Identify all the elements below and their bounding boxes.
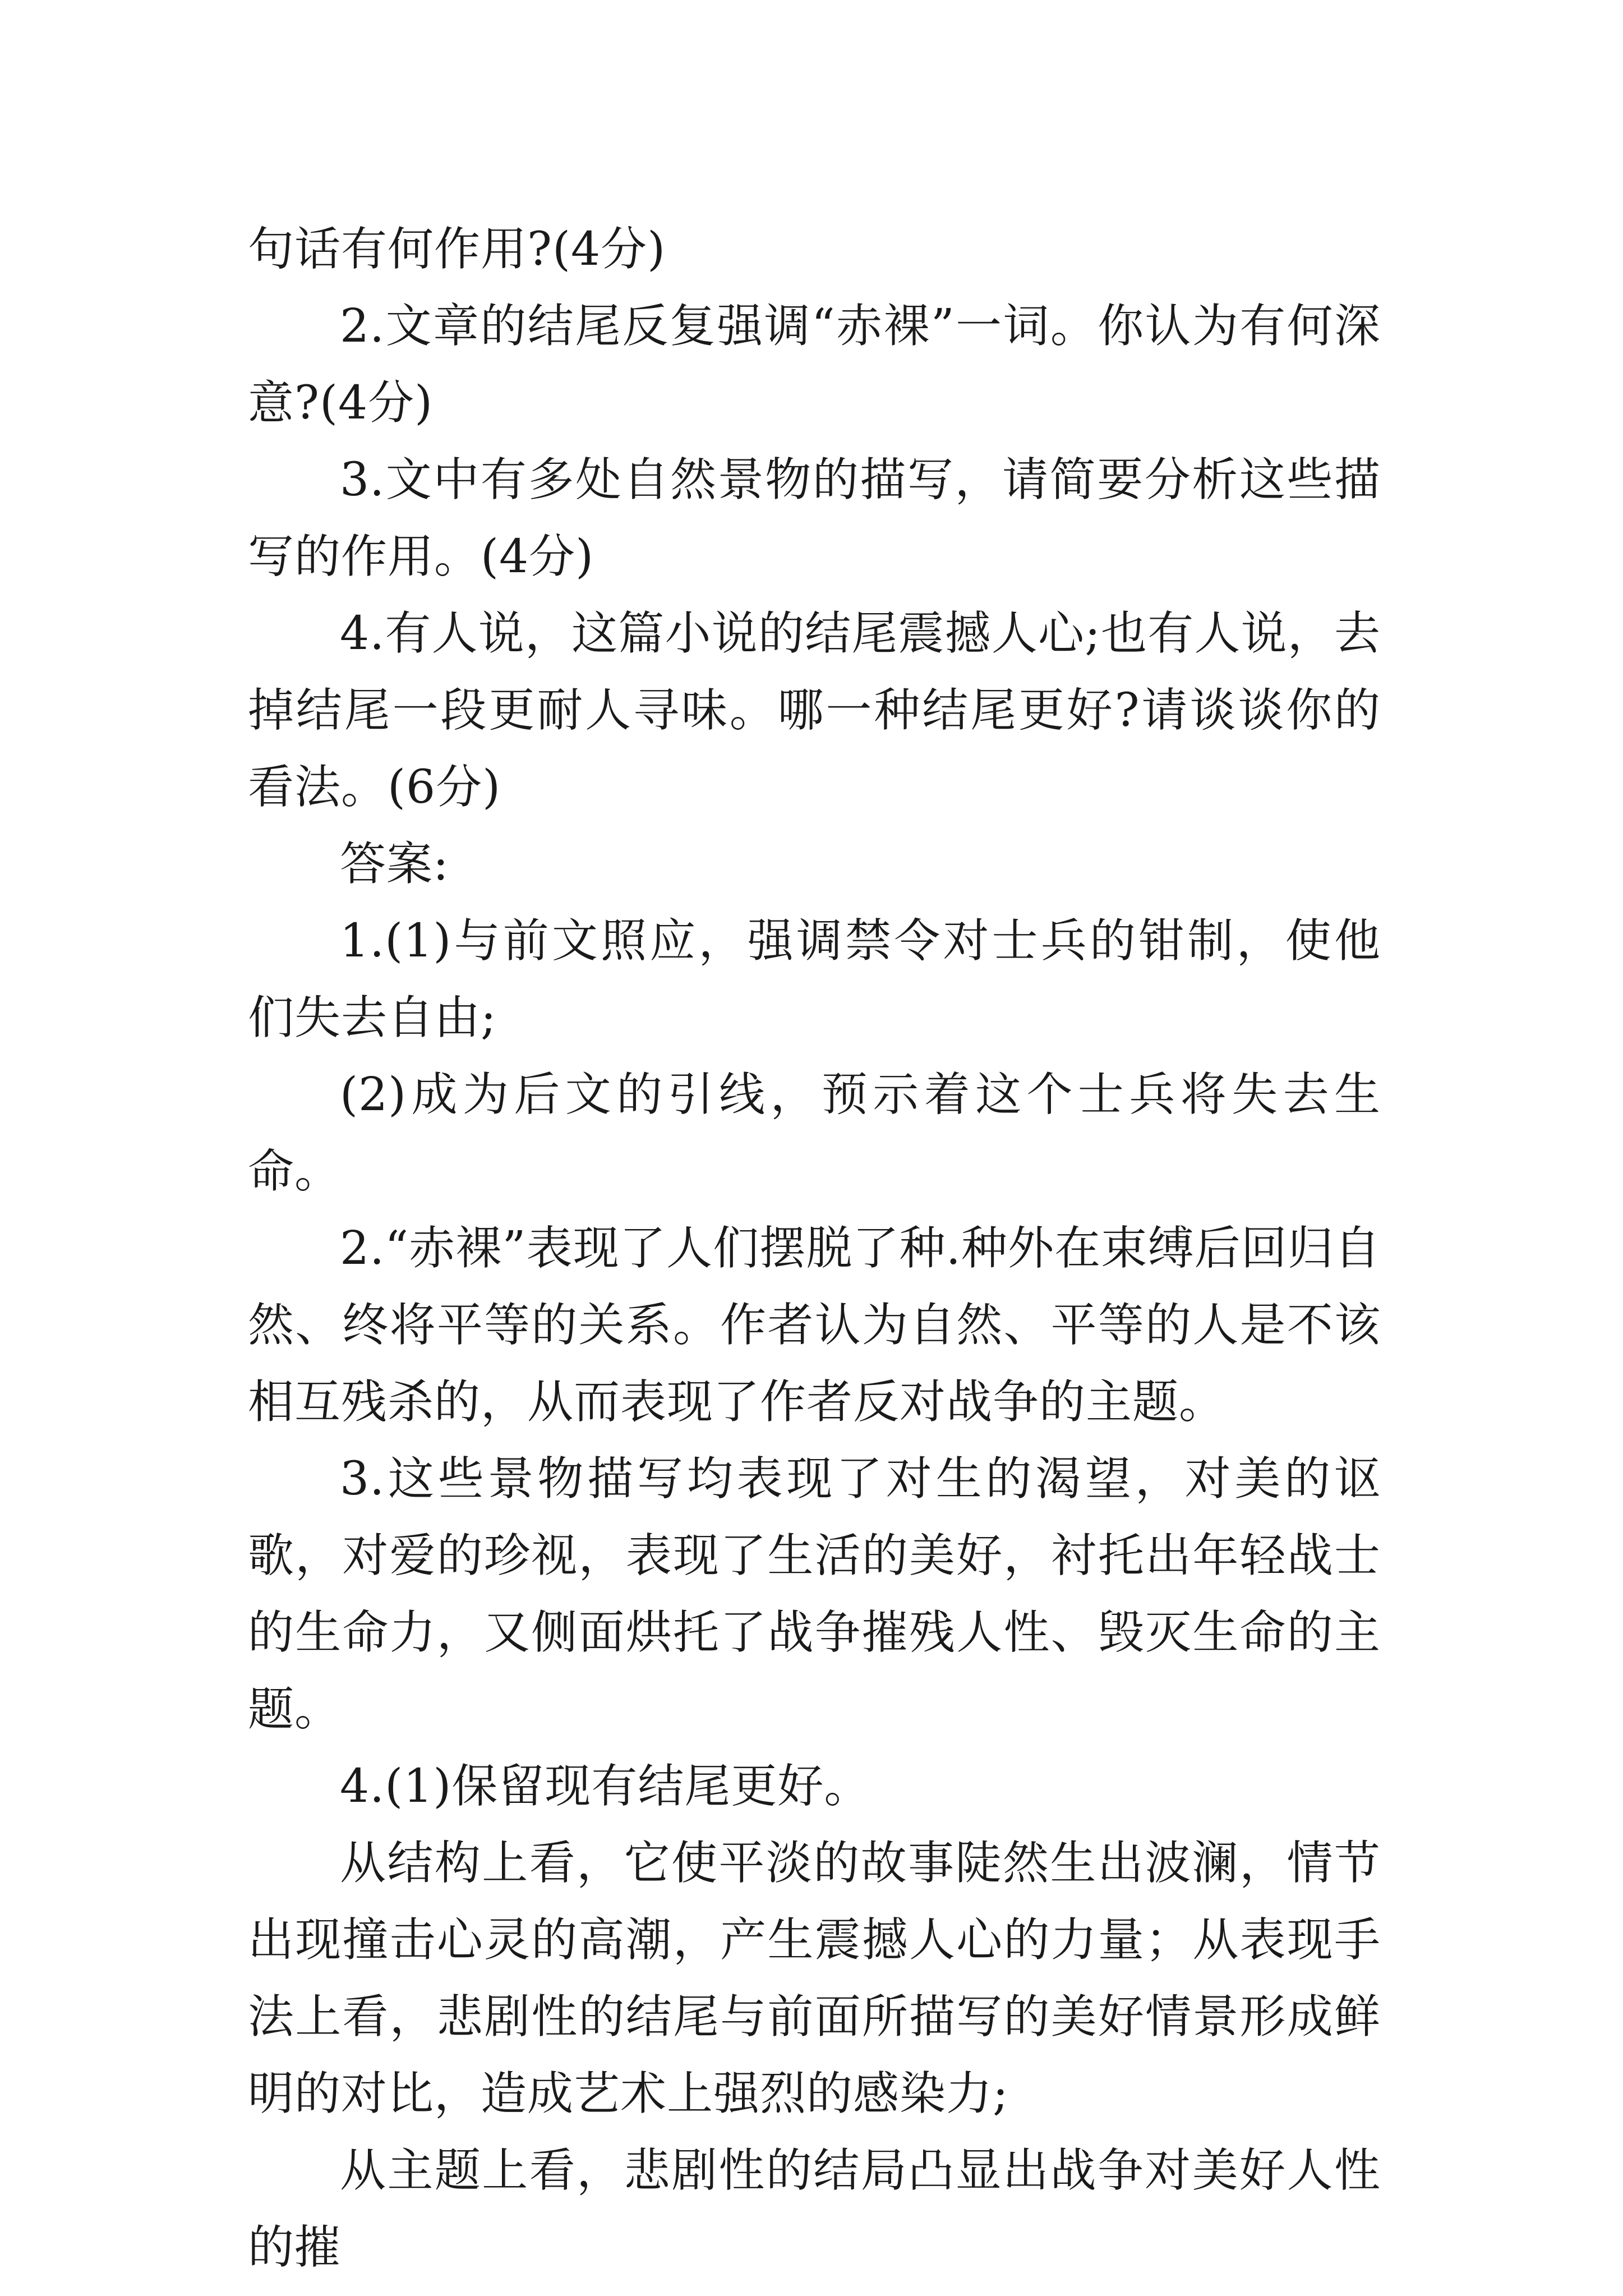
- answer-1-part-1: 1.(1)与前文照应，强调禁令对士兵的钳制，使他们失去自由;: [248, 914, 1381, 1045]
- answer-2: 2.“赤裸”表现了人们摆脱了种.种外在束缚后回归自然、终将平等的关系。作者认为自然、平等的人是不该相互残杀的，从而表现了作者反对战争的主题。: [248, 1222, 1381, 1429]
- question-3: 3.文中有多处自然景物的描写，请简要分析这些描写的作用。(4分): [248, 453, 1381, 583]
- answer-3: 3.这些景物描写均表现了对生的渴望，对美的讴歌，对爱的珍视，表现了生活的美好，衬托出年轻战士的生命力，又侧面烘托了战争摧残人性、毁灭生命的主题。: [248, 1452, 1381, 1736]
- answer-heading: 答案:: [340, 838, 449, 891]
- answer-4-part-1: 4.(1)保留现有结尾更好。: [340, 1760, 871, 1813]
- question-4: 4.有人说，这篇小说的结尾震撼人心;也有人说，去掉结尾一段更耐人寻味。哪一种结尾更好?请谈谈你的看法。(6分): [248, 607, 1381, 814]
- question-2: 2.文章的结尾反复强调“赤裸”一词。你认为有何深意?(4分): [248, 300, 1381, 430]
- answer-4-structure: 从结构上看，它使平淡的故事陡然生出波澜，情节出现撞击心灵的高潮，产生震撼人心的力量；从表现手法上看，悲剧性的结尾与前面所描写的美好情景形成鲜明的对比，造成艺术上强烈的感染力;: [248, 1837, 1381, 2120]
- answer-1-part-2: (2)成为后文的引线，预示着这个士兵将失去生命。: [248, 1068, 1381, 1198]
- document-body: [248, 211, 1381, 2286]
- paragraph: 句话有何作用?(4分): [248, 223, 666, 276]
- answer-4-theme: 从主题上看，悲剧性的结局凸显出战争对美好人性的摧: [248, 2144, 1381, 2274]
